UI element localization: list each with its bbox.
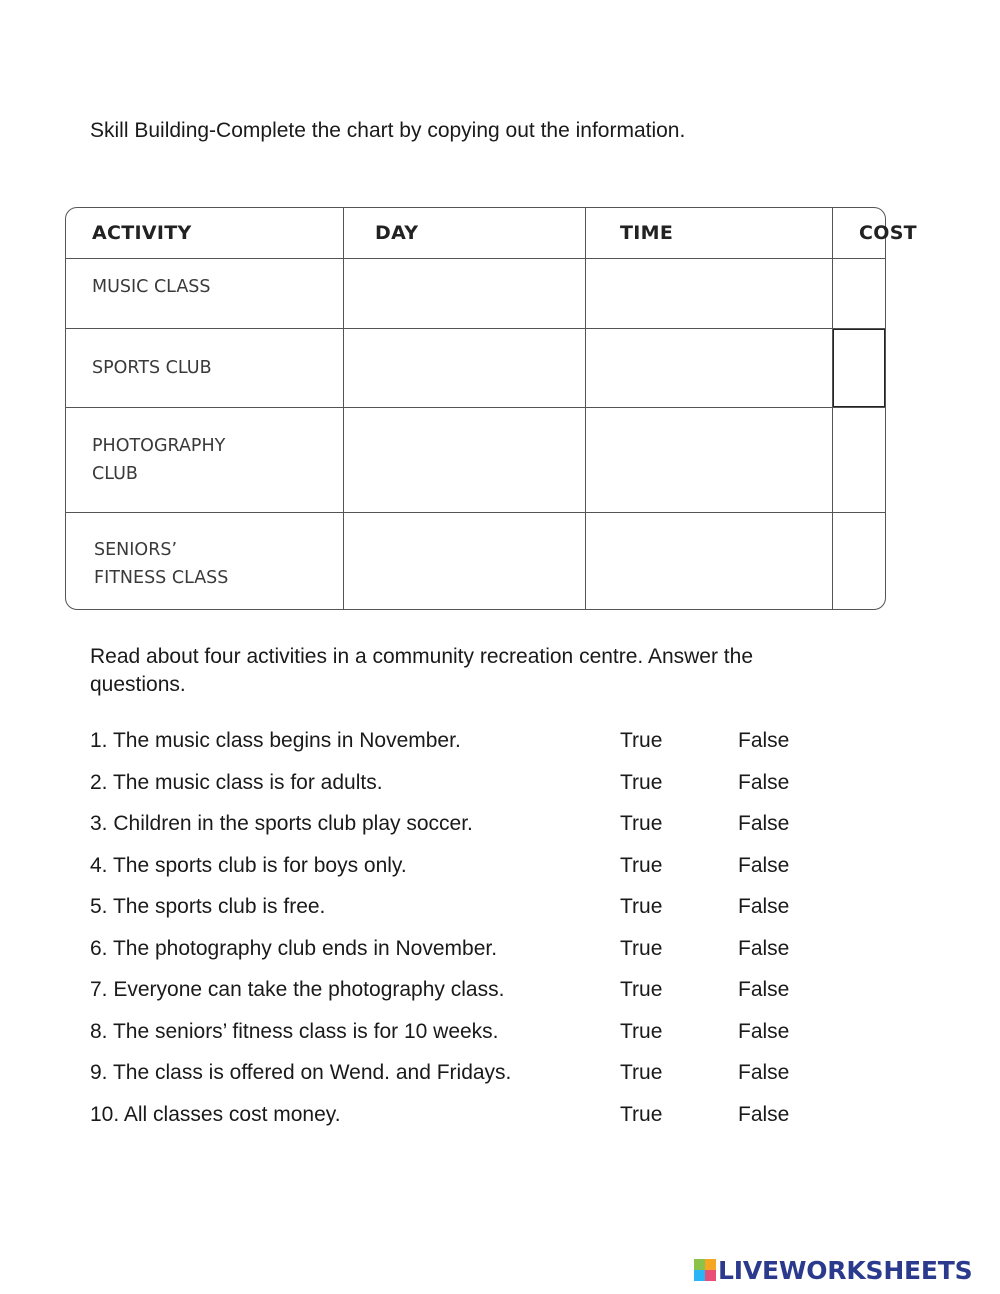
activity-cell: SENIORS’ FITNESS CLASS <box>66 513 344 610</box>
time-input-cell[interactable] <box>586 408 833 513</box>
cost-input-cell[interactable] <box>833 513 886 610</box>
day-input-cell[interactable] <box>344 329 586 408</box>
header-day: DAY <box>344 208 586 259</box>
activity-chart <box>65 207 917 610</box>
question-row <box>90 1018 850 1060</box>
day-input-cell[interactable] <box>344 259 586 329</box>
time-input-cell[interactable] <box>586 329 833 408</box>
logo-square <box>705 1259 716 1270</box>
question-text: 5. The sports club is free. <box>90 895 326 918</box>
header-cost: COST <box>833 208 886 259</box>
true-option[interactable]: True <box>620 936 663 960</box>
day-input-cell[interactable] <box>344 408 586 513</box>
activity-table <box>66 208 917 610</box>
question-row <box>90 769 850 811</box>
question-row <box>90 727 850 769</box>
true-option[interactable]: True <box>620 1019 663 1043</box>
question-text: 7. Everyone can take the photography class. <box>90 978 505 1001</box>
question-row <box>90 976 850 1018</box>
cost-input-cell[interactable] <box>833 259 886 329</box>
false-option[interactable]: False <box>738 1102 790 1126</box>
table-row <box>66 329 885 408</box>
cost-input-cell[interactable] <box>833 408 886 513</box>
true-option[interactable]: True <box>620 770 663 794</box>
instruction-text: Skill Building-Complete the chart by copying out the information. <box>90 119 686 142</box>
question-row <box>90 1059 850 1101</box>
false-option[interactable]: False <box>738 1019 790 1043</box>
activity-cell: PHOTOGRAPHY CLUB <box>66 408 344 513</box>
false-option[interactable]: False <box>738 770 790 794</box>
time-input-cell[interactable] <box>586 259 833 329</box>
table-row <box>66 259 885 329</box>
reading-intro-text: Read about four activities in a community recreation centre. Answer the questions. <box>90 645 753 696</box>
liveworksheets-brand <box>694 1256 972 1284</box>
logo-square <box>694 1270 705 1281</box>
true-option[interactable]: True <box>620 853 663 877</box>
question-text: 6. The photography club ends in November. <box>90 936 498 960</box>
question-row <box>90 852 850 894</box>
true-option[interactable]: True <box>620 729 663 752</box>
table-header-row <box>66 208 885 259</box>
false-option[interactable]: False <box>738 853 790 877</box>
logo-square <box>705 1270 716 1281</box>
false-option[interactable]: False <box>738 812 790 835</box>
true-option[interactable]: True <box>620 812 663 835</box>
false-option[interactable]: False <box>738 729 790 752</box>
true-option[interactable]: True <box>620 978 663 1001</box>
liveworksheets-logo-icon <box>694 1259 716 1281</box>
table-row <box>66 408 885 513</box>
logo-square <box>694 1259 705 1270</box>
false-option[interactable]: False <box>738 978 790 1001</box>
true-option[interactable]: True <box>620 895 663 918</box>
question-text: 8. The seniors’ fitness class is for 10 weeks. <box>90 1019 499 1043</box>
header-activity: ACTIVITY <box>66 208 344 259</box>
question-text: 1. The music class begins in November. <box>90 729 461 752</box>
cost-input-cell[interactable] <box>833 329 886 408</box>
true-option[interactable]: True <box>620 1102 663 1126</box>
true-false-list <box>90 727 850 1142</box>
question-row <box>90 1101 850 1143</box>
header-time: TIME <box>586 208 833 259</box>
false-option[interactable]: False <box>738 936 790 960</box>
false-option[interactable]: False <box>738 1061 790 1084</box>
day-input-cell[interactable] <box>344 513 586 610</box>
activity-cell: MUSIC CLASS <box>66 259 344 329</box>
question-row <box>90 935 850 977</box>
false-option[interactable]: False <box>738 895 790 918</box>
question-row <box>90 810 850 852</box>
time-input-cell[interactable] <box>586 513 833 610</box>
question-text: 10. All classes cost money. <box>90 1102 341 1126</box>
question-text: 2. The music class is for adults. <box>90 770 383 794</box>
activity-cell: SPORTS CLUB <box>66 329 344 408</box>
question-text: 3. Children in the sports club play soccer. <box>90 812 473 835</box>
question-text: 4. The sports club is for boys only. <box>90 853 407 877</box>
brand-name: LIVEWORKSHEETS <box>718 1255 973 1285</box>
question-row <box>90 893 850 935</box>
true-option[interactable]: True <box>620 1061 663 1084</box>
table-row <box>66 513 885 610</box>
question-text: 9. The class is offered on Wend. and Fridays. <box>90 1061 512 1084</box>
